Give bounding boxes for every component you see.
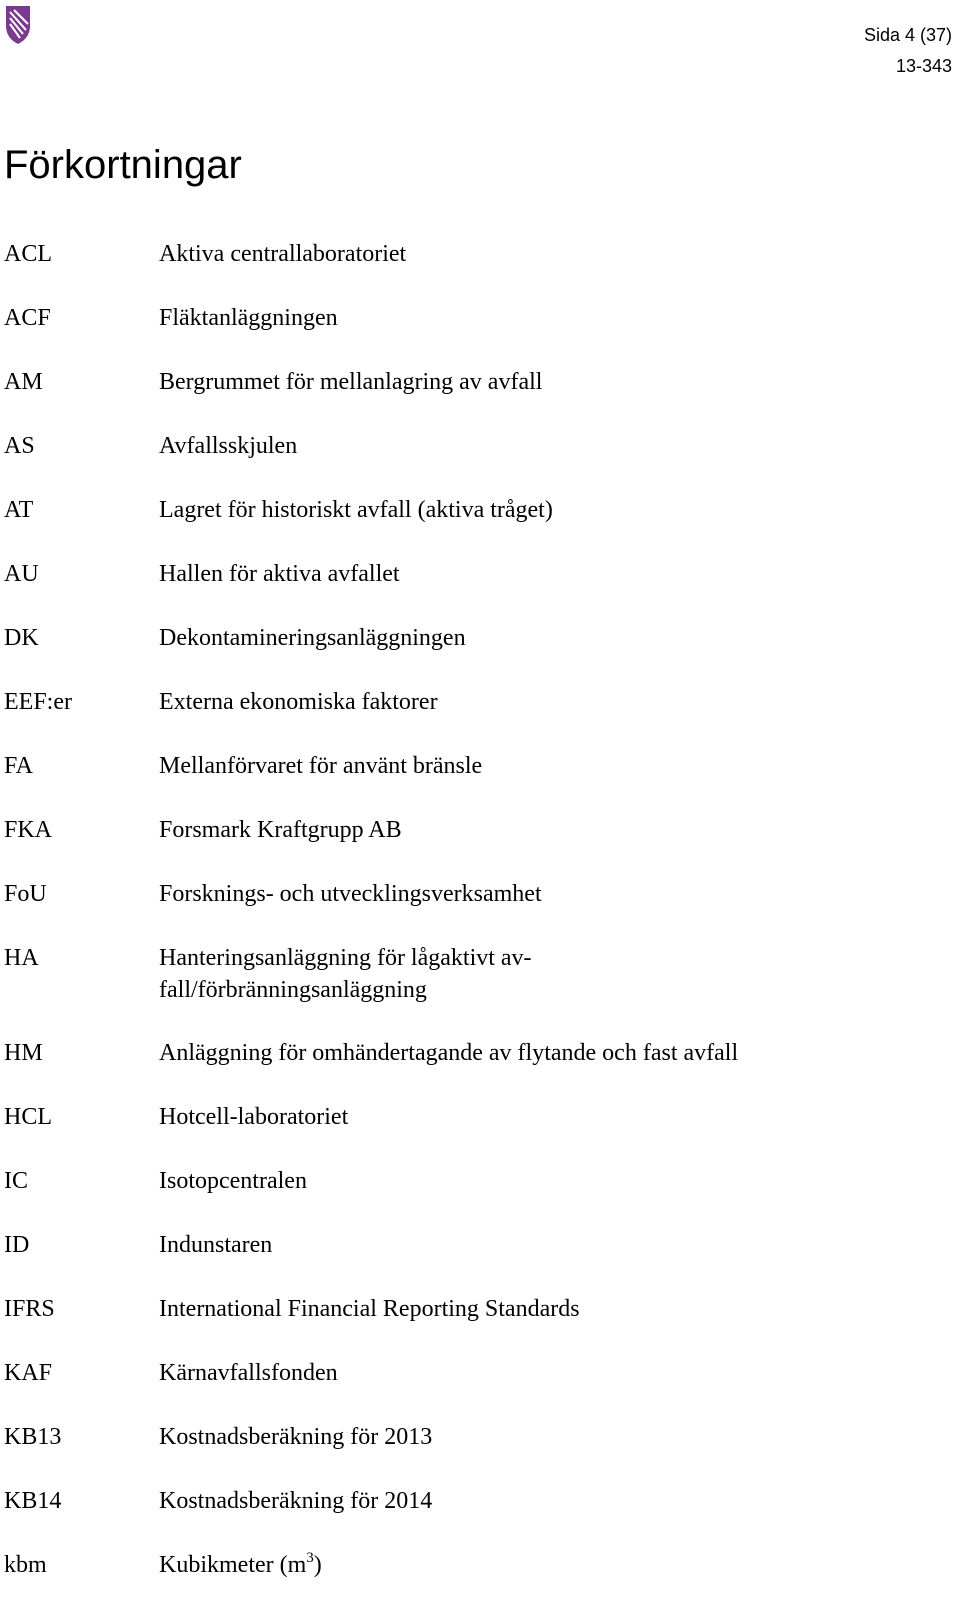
abbreviation-term: AS bbox=[4, 433, 35, 459]
abbreviation-definition: Kostnadsberäkning för 2014 bbox=[159, 1488, 433, 1514]
abbreviation-definition: Hallen för aktiva avfallet bbox=[159, 561, 400, 587]
list-item bbox=[4, 430, 954, 462]
abbreviation-term: FKA bbox=[4, 817, 53, 843]
list-item bbox=[4, 750, 954, 782]
abbreviation-list bbox=[4, 238, 954, 1613]
abbreviation-definition: Isotopcentralen bbox=[159, 1168, 307, 1194]
list-item bbox=[4, 1229, 954, 1261]
page-title: Förkortningar bbox=[4, 143, 242, 187]
abbreviation-definition: Lagret för historiskt avfall (aktiva tråget) bbox=[159, 497, 553, 523]
abbreviation-definition: Forsmark Kraftgrupp AB bbox=[159, 817, 402, 843]
list-item bbox=[4, 1357, 954, 1389]
abbreviation-term: ACF bbox=[4, 305, 51, 331]
abbreviation-term: FA bbox=[4, 753, 33, 779]
page-header bbox=[864, 20, 952, 82]
abbreviation-term: kbm bbox=[4, 1552, 47, 1578]
abbreviation-definition: International Financial Reporting Standards bbox=[159, 1296, 580, 1322]
abbreviation-term: KB14 bbox=[4, 1488, 62, 1514]
abbreviation-definition: Fläktanläggningen bbox=[159, 305, 338, 331]
abbreviation-term: IFRS bbox=[4, 1296, 55, 1322]
list-item bbox=[4, 942, 954, 1006]
abbreviation-term: AT bbox=[4, 497, 34, 523]
abbreviation-term: DK bbox=[4, 625, 39, 651]
definition-text-end: ) bbox=[313, 1552, 322, 1578]
abbreviation-term: IC bbox=[4, 1168, 28, 1194]
list-item bbox=[4, 878, 954, 910]
abbreviation-term: HA bbox=[4, 945, 39, 971]
abbreviation-term: KAF bbox=[4, 1360, 53, 1386]
abbreviation-definition: Indunstaren bbox=[159, 1232, 273, 1258]
abbreviation-term: KB13 bbox=[4, 1424, 62, 1450]
list-item bbox=[4, 1037, 954, 1069]
abbreviation-definition: Avfallsskjulen bbox=[159, 433, 298, 459]
list-item bbox=[4, 1101, 954, 1133]
list-item bbox=[4, 366, 954, 398]
abbreviation-definition: Kärnavfallsfonden bbox=[159, 1360, 338, 1386]
abbreviation-definition: Hotcell-laboratoriet bbox=[159, 1104, 349, 1130]
list-item bbox=[4, 558, 954, 590]
list-item bbox=[4, 1165, 954, 1197]
list-item bbox=[4, 814, 954, 846]
list-item bbox=[4, 1485, 954, 1517]
abbreviation-definition: Aktiva centrallaboratoriet bbox=[159, 241, 407, 267]
page-number: Sida 4 (37) bbox=[863, 25, 952, 45]
abbreviation-term: HM bbox=[4, 1040, 43, 1066]
abbreviation-definition: Dekontamineringsanläggningen bbox=[159, 625, 466, 651]
abbreviation-term: FoU bbox=[4, 881, 47, 907]
abbreviation-term: EEF:er bbox=[4, 689, 72, 715]
abbreviation-term: HCL bbox=[4, 1104, 52, 1130]
abbreviation-definition: Anläggning för omhändertagande av flytande och fast avfall bbox=[159, 1040, 739, 1066]
abbreviation-definition: Kostnadsberäkning för 2013 bbox=[159, 1424, 433, 1450]
abbreviation-definition: Bergrummet för mellanlagring av avfall bbox=[159, 369, 543, 395]
abbreviation-definition: Hanteringsanläggning för lågaktivt av-fall/förbränningsanläggning bbox=[159, 945, 532, 1003]
abbreviation-term: ACL bbox=[4, 241, 52, 267]
abbreviation-definition: Mellanförvaret för använt bränsle bbox=[159, 753, 483, 779]
abbreviation-definition: Externa ekonomiska faktorer bbox=[159, 689, 438, 715]
abbreviation-term: AU bbox=[4, 561, 39, 587]
definition-text: Kubikmeter (m bbox=[159, 1552, 307, 1578]
company-logo bbox=[4, 2, 32, 46]
list-item bbox=[4, 1421, 954, 1453]
abbreviation-term: AM bbox=[4, 369, 43, 395]
list-item bbox=[4, 622, 954, 654]
abbreviation-term: ID bbox=[4, 1232, 30, 1258]
list-item bbox=[4, 686, 954, 718]
list-item bbox=[4, 494, 954, 526]
list-item bbox=[4, 302, 954, 334]
superscript: 3 bbox=[306, 1550, 314, 1566]
document-number: 13-343 bbox=[895, 56, 952, 76]
list-item bbox=[4, 1293, 954, 1325]
list-item bbox=[4, 238, 954, 270]
list-item bbox=[4, 1549, 954, 1581]
abbreviation-definition bbox=[159, 1549, 954, 1581]
abbreviation-definition: Forsknings- och utvecklingsverksamhet bbox=[159, 881, 542, 907]
